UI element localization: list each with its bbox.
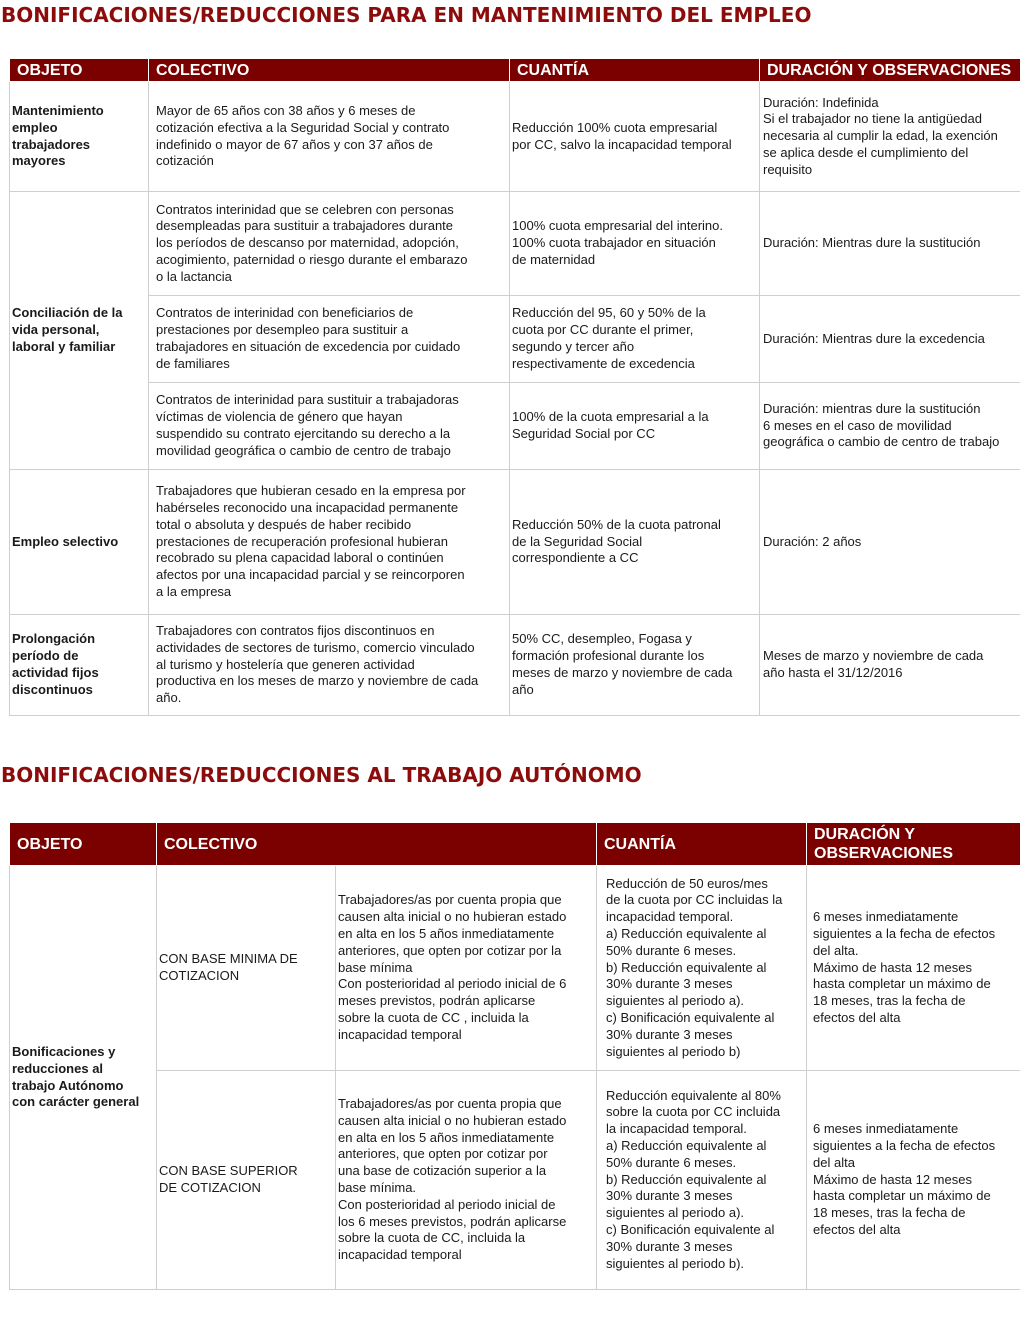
table-row (10, 1071, 1020, 1290)
section-title-maintenance: BONIFICACIONES/REDUCCIONES PARA EN MANTENIMIENTO DEL EMPLEO (1, 3, 812, 27)
objeto-cell: Prolongación período de actividad fijos discontinuos (10, 615, 149, 716)
cuantia-cell: Reducción del 95, 60 y 50% de la cuota por CC durante el primer, segundo y tercer año respectivamente de excedencia (510, 296, 760, 383)
duracion-cell: 6 meses inmediatamente siguientes a la fecha de efectos del alta Máximo de hasta 12 meses hasta completar un máximo de 18 meses, tras la fecha de efectos del alta (807, 1071, 1020, 1290)
table-row (10, 615, 1020, 716)
colectivo-cell: Trabajadores que hubieran cesado en la empresa por habérseles reconocido una incapacidad permanente total o absoluta y después de haber recibido prestaciones de recuperación profesional hubieran recobrado su plena capacidad laboral o continúen afectos por una incapacidad parcial y se reincorporen a la empresa (149, 470, 510, 615)
colectivo-cell: Trabajadores con contratos fijos discontinuos en actividades de sectores de turismo, comercio vinculado al turismo y hostelería que generen actividad productiva en los meses de marzo y noviembre de cada año. (149, 615, 510, 716)
header-objeto: OBJETO (10, 823, 157, 866)
table-row (10, 82, 1020, 192)
objeto-cell: Conciliación de la vida personal, laboral y familiar (10, 192, 149, 470)
cuantia-cell: 100% cuota empresarial del interino. 100% cuota trabajador en situación de maternidad (510, 192, 760, 296)
descripcion-cell: Trabajadores/as por cuenta propia que causen alta inicial o no hubieran estado en alta en los 5 años inmediatamente anteriores, que opten por cotizar por una base de cotización superior a la base mínima. Con posterioridad al periodo inicial de los 6 meses previstos, podrán aplicarse sobre la cuota de CC, incluida la incapacidad temporal (336, 1071, 597, 1290)
categoria-cell: CON BASE SUPERIOR DE COTIZACION (157, 1071, 336, 1290)
duracion-cell: Duración: mientras dure la sustitución 6 meses en el caso de movilidad geográfica o cambio de centro de trabajo (760, 383, 1020, 470)
duracion-cell: Duración: Mientras dure la sustitución (760, 192, 1020, 296)
cuantia-cell: 50% CC, desempleo, Fogasa y formación profesional durante los meses de marzo y noviembre de cada año (510, 615, 760, 716)
cuantia-cell: Reducción de 50 euros/mes de la cuota por CC incluidas la incapacidad temporal. a) Reducción equivalente al 50% durante 6 meses. b) Reducción equivalente al 30% durante 3 meses siguientes al periodo a). c) Bonificación equivalente al 30% durante 3 meses siguientes al periodo b) (597, 866, 807, 1071)
table-row (10, 192, 1020, 296)
cuantia-cell: Reducción equivalente al 80% sobre la cuota por CC incluida la incapacidad temporal. a) Reducción equivalente al 50% durante 6 meses. b) Reducción equivalente al 30% durante 3 meses siguientes al periodo a). c) Bonificación equivalente al 30% durante 3 meses siguientes al periodo b). (597, 1071, 807, 1290)
table-row (10, 383, 1020, 470)
colectivo-cell: Contratos de interinidad con beneficiarios de prestaciones por desempleo para sustituir a trabajadores en situación de excedencia por cuidado de familiares (149, 296, 510, 383)
header-colectivo: COLECTIVO (149, 59, 510, 82)
cuantia-cell: 100% de la cuota empresarial a la Seguridad Social por CC (510, 383, 760, 470)
header-cuantia: CUANTÍA (510, 59, 760, 82)
objeto-cell: Empleo selectivo (10, 470, 149, 615)
table-row (10, 296, 1020, 383)
cuantia-cell: Reducción 100% cuota empresarial por CC, salvo la incapacidad temporal (510, 82, 760, 192)
header-colectivo: COLECTIVO (157, 823, 597, 866)
descripcion-cell: Trabajadores/as por cuenta propia que causen alta inicial o no hubieran estado en alta en los 5 años inmediatamente anteriores, que opten por cotizar por la base mínima Con posterioridad al periodo inicial de 6 meses previstos, podrán aplicarse sobre la cuota de CC , incluida la incapacidad temporal (336, 866, 597, 1071)
table-header-row (10, 823, 1020, 866)
autonomo-table (9, 822, 1020, 1290)
objeto-cell: Bonificaciones y reducciones al trabajo Autónomo con carácter general (10, 866, 157, 1290)
table-header-row (10, 59, 1020, 82)
table-row (10, 470, 1020, 615)
header-objeto: OBJETO (10, 59, 149, 82)
maintenance-table (9, 58, 1020, 716)
table-row (10, 866, 1020, 1071)
colectivo-cell: Mayor de 65 años con 38 años y 6 meses de cotización efectiva a la Seguridad Social y contrato indefinido o mayor de 67 años y con 37 años de cotización (149, 82, 510, 192)
colectivo-cell: Contratos de interinidad para sustituir a trabajadoras víctimas de violencia de género que hayan suspendido su contrato ejercitando su derecho a la movilidad geográfica o cambio de centro de trabajo (149, 383, 510, 470)
colectivo-cell: Contratos interinidad que se celebren con personas desempleadas para sustituir a trabajadores durante los períodos de descanso por maternidad, adopción, acogimiento, paternidad o riesgo durante el embarazo o la lactancia (149, 192, 510, 296)
duracion-cell: Duración: 2 años (760, 470, 1020, 615)
header-cuantia: CUANTÍA (597, 823, 807, 866)
duracion-cell: Meses de marzo y noviembre de cada año hasta el 31/12/2016 (760, 615, 1020, 716)
objeto-cell: Mantenimiento empleo trabajadores mayores (10, 82, 149, 192)
categoria-cell: CON BASE MINIMA DE COTIZACION (157, 866, 336, 1071)
header-duracion: DURACIÓN Y OBSERVACIONES (760, 59, 1020, 82)
duracion-cell: Duración: Indefinida Si el trabajador no tiene la antigüedad necesaria al cumplir la edad, la exención se aplica desde el cumplimiento del requisito (760, 82, 1020, 192)
section-title-autonomo: BONIFICACIONES/REDUCCIONES AL TRABAJO AUTÓNOMO (1, 763, 642, 787)
duracion-cell: 6 meses inmediatamente siguientes a la fecha de efectos del alta. Máximo de hasta 12 meses hasta completar un máximo de 18 meses, tras la fecha de efectos del alta (807, 866, 1020, 1071)
header-duracion: DURACIÓN Y OBSERVACIONES (807, 823, 1020, 866)
duracion-cell: Duración: Mientras dure la excedencia (760, 296, 1020, 383)
cuantia-cell: Reducción 50% de la cuota patronal de la Seguridad Social correspondiente a CC (510, 470, 760, 615)
